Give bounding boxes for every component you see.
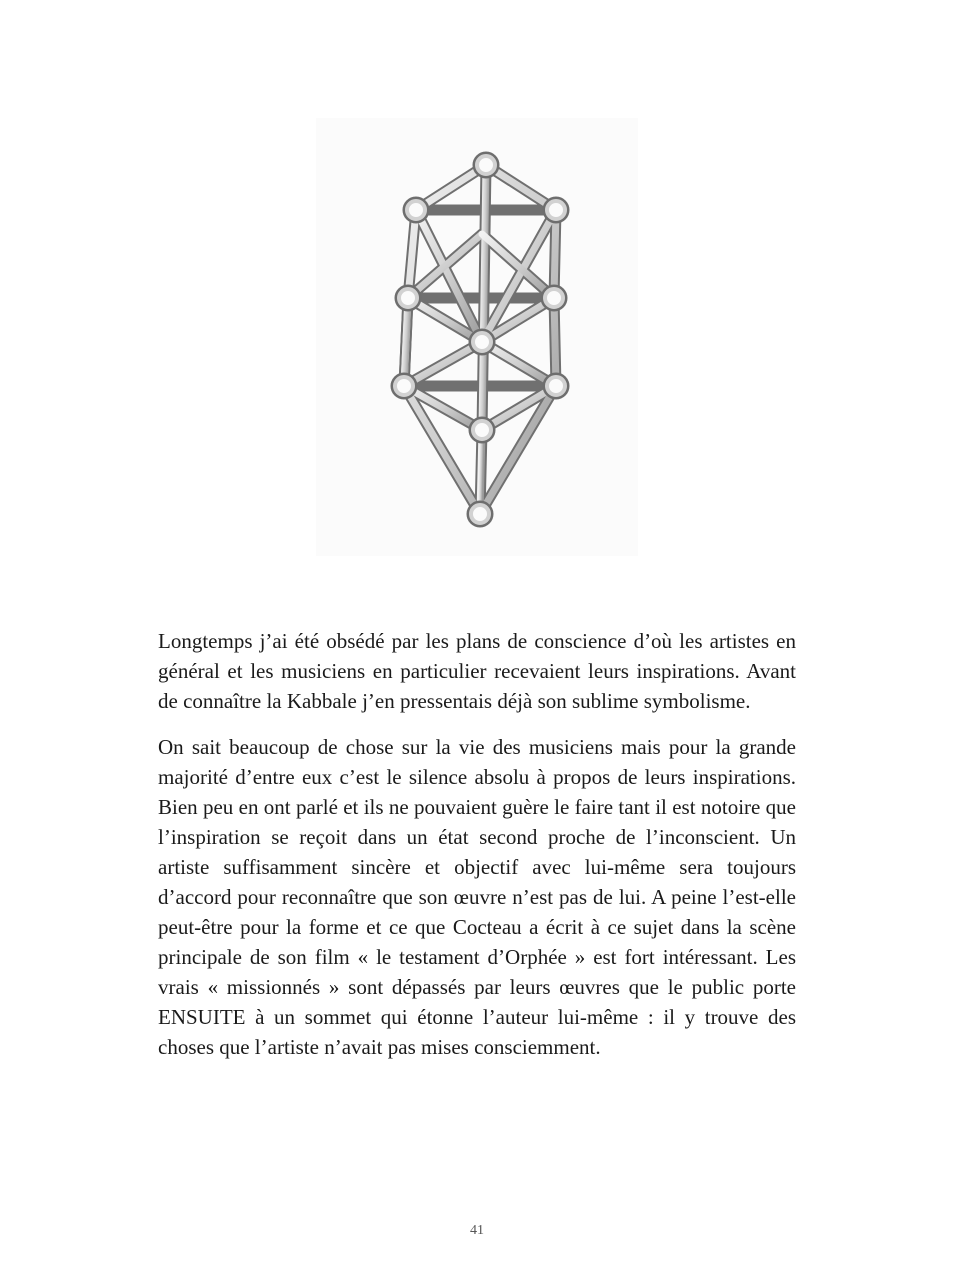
page-number: 41: [470, 1223, 484, 1238]
tree-of-life-pendant-image: [316, 118, 638, 556]
tree-of-life-icon: [316, 118, 638, 556]
body-text: [158, 626, 796, 1078]
paragraph-2: On sait beaucoup de chose sur la vie des musiciens mais pour la grande majorité d’entre eux c’est le silence absolu à propos de leurs inspirations. Bien peu en ont parlé et ils ne pouvaient guère le faire tant il est notoire que l’inspiration se reçoit dans un état second proche de l’inconscient. Un artiste suffisamment sincère et objectif avec lui-même sera toujours d’accord pour reconnaître que son œuvre n’est pas de lui. A peine l’est-elle peut-être pour la forme et ce que Cocteau a écrit à ce sujet dans la scène principale de son film « le testament d’Orphée » est fort intéressant. Les vrais « missionnés » sont dépassés par leurs œuvres que le public porte ENSUITE à un sommet qui étonne l’auteur lui-même : il y trouve des choses que l’artiste n’avait pas mises consciemment.: [158, 735, 796, 1059]
paragraph-1: Longtemps j’ai été obsédé par les plans de conscience d’où les artistes en général et les musiciens en particulier recevaient leurs inspirations. Avant de connaître la Kabbale j’en pressentais déjà son sublime symbolisme.: [158, 629, 796, 713]
